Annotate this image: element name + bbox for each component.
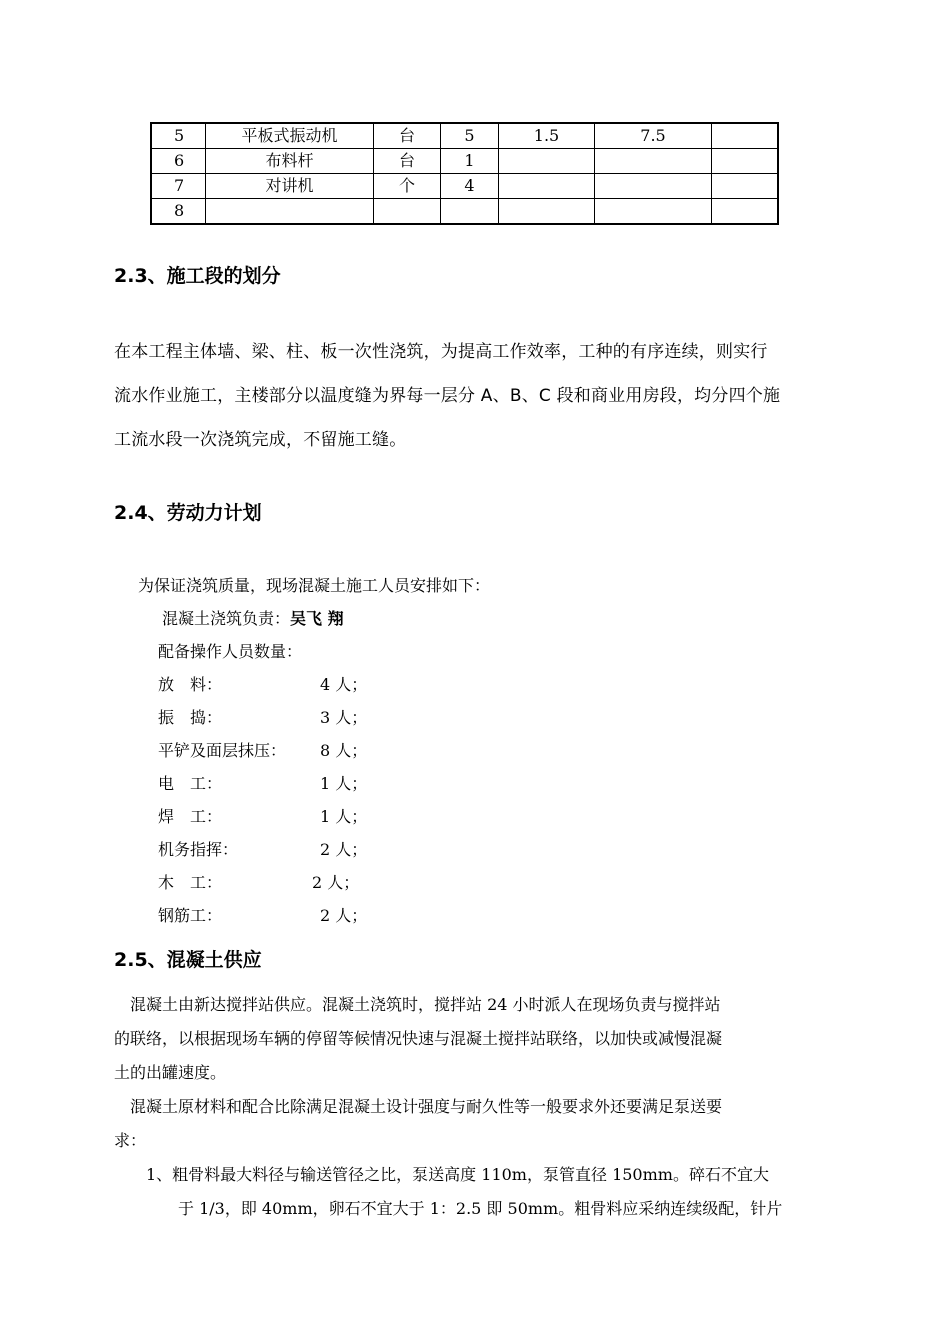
paragraph-line: 求：	[114, 1131, 147, 1150]
paragraph-2-3	[114, 330, 856, 462]
staff-role: 平铲及面层抹压：	[158, 741, 287, 760]
staff-count: 8 人；	[320, 741, 368, 760]
pour-lead-label: 混凝土浇筑负责：	[162, 609, 291, 628]
staff-row	[158, 674, 368, 696]
table-cell: 台	[374, 149, 441, 174]
paragraph-line: 混凝土原材料和配合比除满足混凝土设计强度与耐久性等一般要求外还要满足泵送要	[114, 1097, 723, 1116]
table-cell: 1	[441, 149, 499, 174]
table-row	[151, 174, 778, 199]
paragraph-line: 1、粗骨料最大料径与输送管径之比，泵送高度 110m，泵管直径 150mm。碎石不宜大	[146, 1165, 769, 1184]
staff-count: 2 人；	[312, 873, 360, 892]
table-cell	[499, 149, 595, 174]
table-row	[151, 199, 778, 225]
table-cell: 6	[151, 149, 206, 174]
staff-role: 振 捣：	[158, 708, 223, 727]
staff-row	[158, 839, 368, 861]
table-cell: 对讲机	[206, 174, 374, 199]
table-cell	[712, 149, 779, 174]
paragraph-2-5-supply	[114, 988, 856, 1090]
section-heading-2-4: 2.4、劳动力计划	[114, 502, 262, 524]
table-row	[151, 123, 778, 149]
section-heading-2-5: 2.5、混凝土供应	[114, 949, 262, 971]
paragraph-line: 土的出罐速度。	[114, 1063, 227, 1082]
table-cell	[374, 199, 441, 225]
table-cell: 布料杆	[206, 149, 374, 174]
list-item-1	[146, 1158, 856, 1226]
staff-row	[158, 806, 368, 828]
table-cell	[712, 123, 779, 149]
table-row	[151, 149, 778, 174]
table-cell: 7.5	[595, 123, 712, 149]
staff-count: 2 人；	[320, 906, 368, 925]
table-cell	[595, 149, 712, 174]
table-cell	[206, 199, 374, 225]
table-cell	[499, 174, 595, 199]
table-cell: 个	[374, 174, 441, 199]
labor-intro: 为保证浇筑质量，现场混凝土施工人员安排如下：	[138, 576, 491, 595]
pour-lead-line	[162, 608, 344, 630]
staff-role: 木 工：	[158, 873, 223, 892]
staff-count: 1 人；	[320, 807, 368, 826]
staff-row	[158, 740, 368, 762]
paragraph-line: 工流水段一次浇筑完成，不留施工缝。	[114, 430, 407, 450]
staff-count: 4 人；	[320, 675, 368, 694]
table-cell	[712, 174, 779, 199]
equipment-table	[150, 122, 779, 225]
table-cell: 7	[151, 174, 206, 199]
table-cell: 8	[151, 199, 206, 225]
table-cell: 4	[441, 174, 499, 199]
table-cell: 平板式振动机	[206, 123, 374, 149]
staff-role: 机务指挥：	[158, 840, 239, 859]
staff-row	[158, 773, 368, 795]
table-cell: 5	[441, 123, 499, 149]
paragraph-line: 混凝土由新达搅拌站供应。混凝土浇筑时，搅拌站 24 小时派人在现场负责与搅拌站	[114, 995, 721, 1014]
staff-role: 电 工：	[158, 774, 223, 793]
pour-lead-name: 吴飞 翔	[290, 609, 344, 628]
paragraph-line: 在本工程主体墙、梁、柱、板一次性浇筑，为提高工作效率，工种的有序连续，则实行	[114, 342, 768, 362]
staff-role: 焊 工：	[158, 807, 223, 826]
table-cell: 台	[374, 123, 441, 149]
table-cell	[595, 174, 712, 199]
staff-role: 钢筋工：	[158, 906, 223, 925]
staff-role: 放 料：	[158, 675, 223, 694]
section-heading-2-3: 2.3、施工段的划分	[114, 265, 281, 287]
staff-title: 配备操作人员数量：	[158, 642, 303, 661]
paragraph-2-5-requirements	[114, 1090, 856, 1158]
table-cell	[712, 199, 779, 225]
staff-count: 2 人；	[320, 840, 368, 859]
paragraph-line: 的联络，以根据现场车辆的停留等候情况快速与混凝土搅拌站联络，以加快或减慢混凝	[114, 1029, 723, 1048]
paragraph-line: 于 1/3，即 40mm，卵石不宜大于 1：2.5 即 50mm。粗骨料应采纳连续级配，针片	[178, 1199, 783, 1218]
table-cell: 1.5	[499, 123, 595, 149]
staff-row	[158, 905, 368, 927]
staff-row	[158, 707, 368, 729]
table-cell	[441, 199, 499, 225]
staff-count: 3 人；	[320, 708, 368, 727]
table-cell: 5	[151, 123, 206, 149]
paragraph-line: 流水作业施工，主楼部分以温度缝为界每一层分 A、B、C 段和商业用房段，均分四个施	[114, 386, 781, 406]
table-cell	[499, 199, 595, 225]
staff-row	[158, 872, 360, 894]
table-cell	[595, 199, 712, 225]
staff-count: 1 人；	[320, 774, 368, 793]
